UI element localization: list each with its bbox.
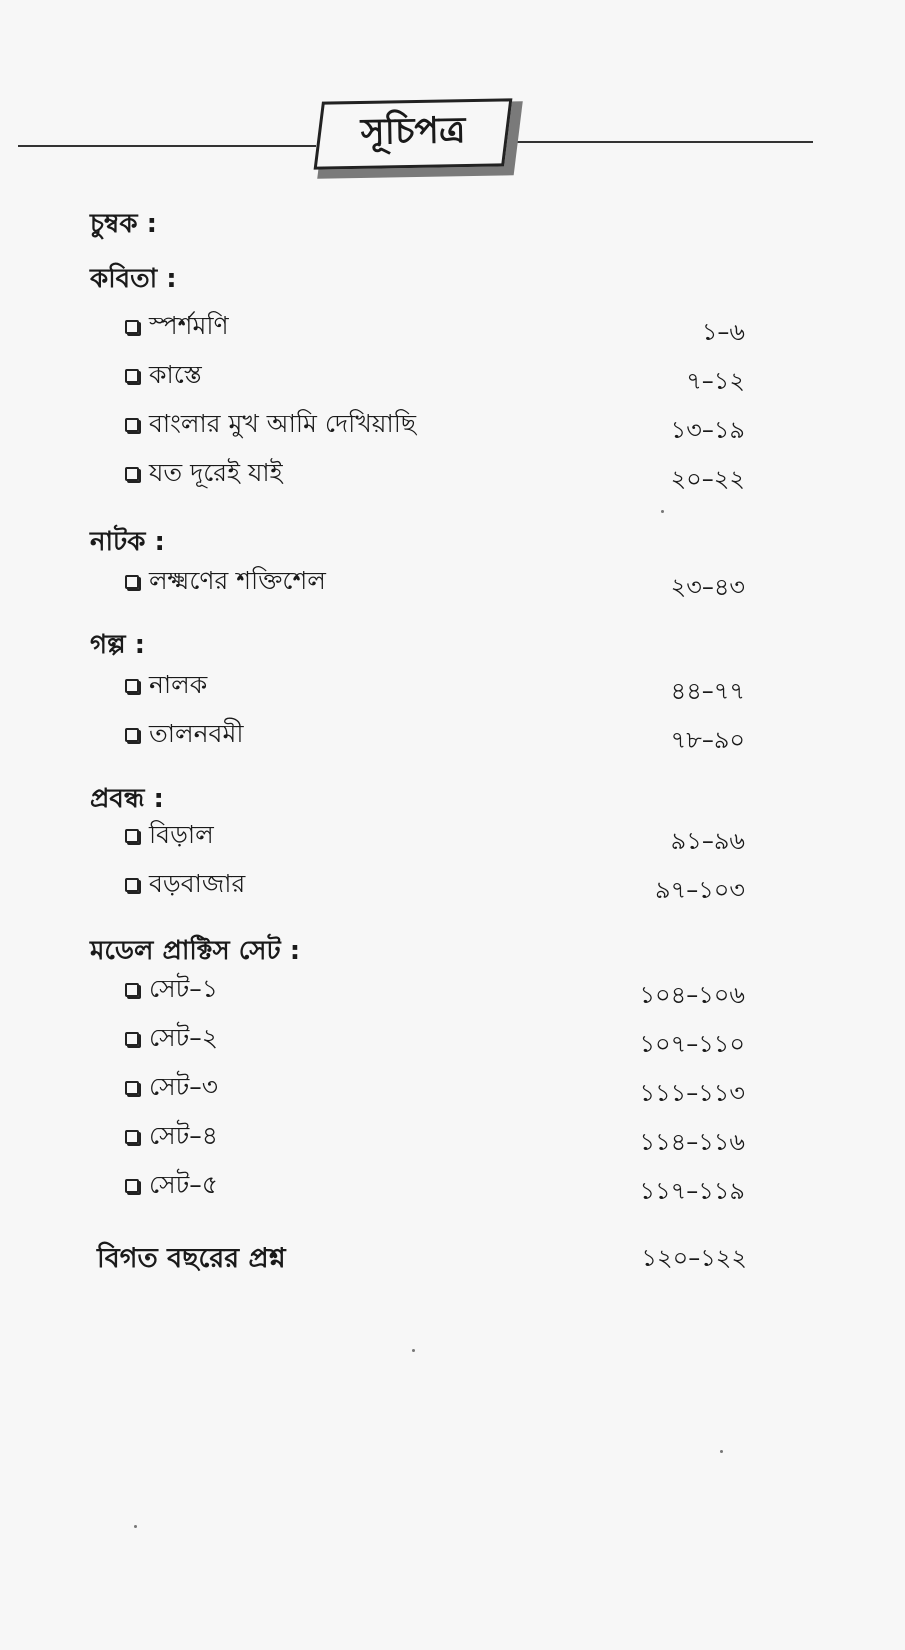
list-item xyxy=(125,867,745,903)
item-label: বড়বাজার xyxy=(149,868,246,898)
checkbox-icon xyxy=(125,575,139,589)
list-item xyxy=(125,668,745,704)
item-pages: ১–৬ xyxy=(701,318,745,346)
item-pages: ২৩–৪৩ xyxy=(670,573,745,601)
item-pages: ১১৭–১১৯ xyxy=(639,1177,745,1205)
checkbox-icon xyxy=(125,369,139,383)
item-pages: ৭৮–৯০ xyxy=(670,726,745,754)
scan-speck xyxy=(412,1349,415,1352)
title-box xyxy=(314,98,513,169)
item-label: বাংলার মুখ আমি দেখিয়াছি xyxy=(149,408,417,438)
checkbox-icon xyxy=(125,1130,139,1144)
checkbox-icon xyxy=(125,418,139,432)
item-pages: ৯৭–১০৩ xyxy=(655,876,745,904)
section-heading-model-practice-set: মডেল প্রাক্টিস সেট : xyxy=(90,936,301,966)
list-item xyxy=(125,456,745,492)
item-label: তালনবমী xyxy=(149,718,244,748)
item-pages: ১১১–১১৩ xyxy=(639,1079,745,1107)
item-label: কাস্তে xyxy=(149,359,202,389)
previous-years-questions-pages: ১২০–১২২ xyxy=(641,1244,747,1272)
previous-years-questions-label: বিগত বছরের প্রশ্ন xyxy=(97,1243,286,1274)
item-pages: ১০৪–১০৬ xyxy=(639,981,745,1009)
scan-speck xyxy=(720,1450,723,1453)
item-label: সেট–৫ xyxy=(149,1169,219,1199)
checkbox-icon xyxy=(125,1081,139,1095)
page-title: সূচিপত্র xyxy=(360,110,466,153)
previous-years-questions-row xyxy=(97,1238,747,1278)
checkbox-icon xyxy=(125,679,139,693)
checkbox-icon xyxy=(125,467,139,481)
item-pages: ৪৪–৭৭ xyxy=(670,677,745,705)
item-pages: ১১৪–১১৬ xyxy=(639,1128,745,1156)
checkbox-icon xyxy=(125,1179,139,1193)
list-item xyxy=(125,358,745,394)
item-label: সেট–১ xyxy=(149,973,219,1003)
list-item xyxy=(125,564,745,600)
checkbox-icon xyxy=(125,878,139,892)
list-item xyxy=(125,407,745,443)
item-label: নালক xyxy=(149,669,208,699)
checkbox-icon xyxy=(125,1032,139,1046)
item-pages: ২০–২২ xyxy=(670,465,745,493)
header-rule-right xyxy=(505,141,813,143)
list-item xyxy=(125,717,745,753)
list-item xyxy=(125,818,745,854)
item-pages: ৭–১২ xyxy=(686,367,745,395)
section-heading-natok: নাটক : xyxy=(90,527,165,557)
section-heading-kobita: কবিতা : xyxy=(90,264,177,294)
item-label: স্পর্শমণি xyxy=(149,310,229,340)
checkbox-icon xyxy=(125,728,139,742)
item-label: বিড়াল xyxy=(149,819,214,849)
list-item xyxy=(125,309,745,345)
section-heading-chumbak: চুম্বক : xyxy=(90,209,157,239)
item-label: সেট–৪ xyxy=(149,1120,219,1150)
header-rule-left xyxy=(18,145,316,147)
scan-speck xyxy=(134,1525,137,1528)
section-heading-probondho: প্রবন্ধ : xyxy=(90,784,164,814)
item-pages: ১০৭–১১০ xyxy=(639,1030,745,1058)
section-heading-golpo: গল্প : xyxy=(90,630,146,660)
item-label: সেট–৩ xyxy=(149,1071,219,1101)
item-label: যত দূরেই যাই xyxy=(149,457,283,487)
scan-speck xyxy=(661,510,664,513)
checkbox-icon xyxy=(125,829,139,843)
checkbox-icon xyxy=(125,983,139,997)
item-label: লক্ষ্মণের শক্তিশেল xyxy=(149,565,326,595)
item-pages: ৯১–৯৬ xyxy=(670,827,745,855)
checkbox-icon xyxy=(125,320,139,334)
item-label: সেট–২ xyxy=(149,1022,219,1052)
item-pages: ১৩–১৯ xyxy=(670,416,745,444)
